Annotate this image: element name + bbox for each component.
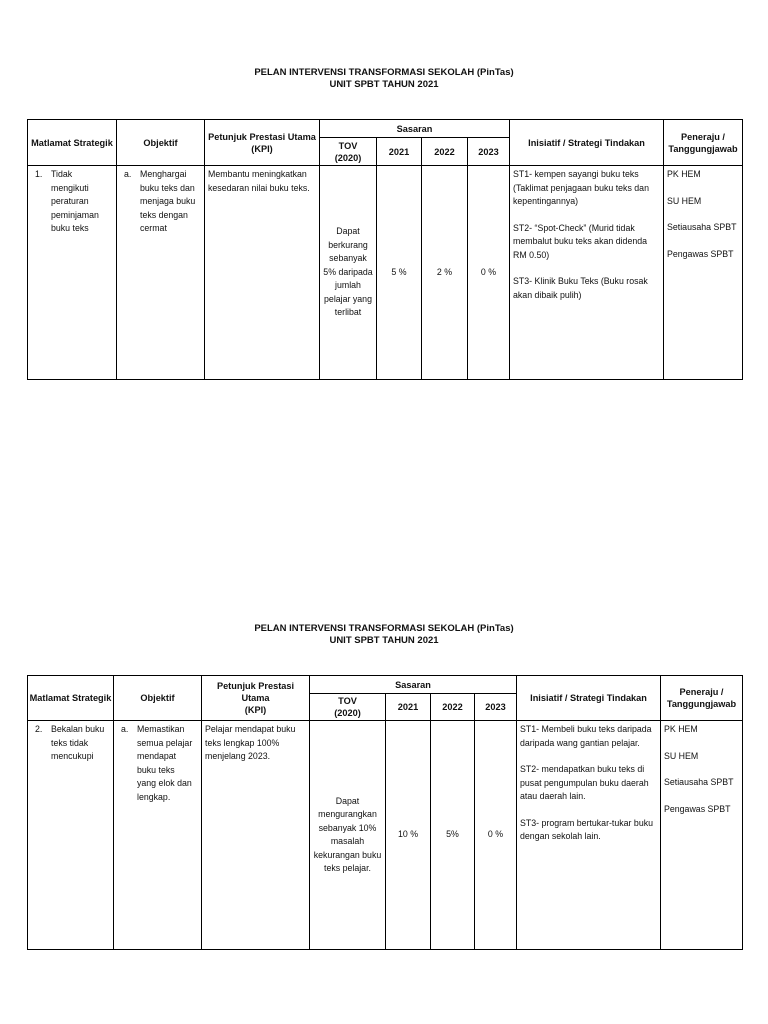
peneraju-setiausaha: Setiausaha SPBT [664, 777, 734, 787]
header-peneraju: Peneraju / Tanggungjawab [661, 676, 743, 721]
header-kpi [205, 120, 320, 166]
header-objektif: Objektif [117, 120, 205, 166]
strategy-cell [517, 721, 661, 950]
header-kpi-line2: (KPI) [251, 143, 273, 154]
header-sasaran: Sasaran [310, 676, 517, 694]
title-line-2: UNIT SPBT TAHUN 2021 [329, 635, 439, 646]
header-inisiatif: Inisiatif / Strategi Tindakan [517, 676, 661, 721]
target-2022: 5% [431, 721, 475, 950]
peneraju-su-hem: SU HEM [664, 750, 699, 761]
target-2021: 5 % [377, 166, 422, 380]
header-2022: 2022 [431, 694, 475, 721]
objektif-cell [114, 721, 202, 950]
tov-cell: Dapat berkurang sebanyak 5% daripada jumlah pelajar yang terlibat [320, 166, 377, 380]
title-line-1: PELAN INTERVENSI TRANSFORMASI SEKOLAH (PinTas) [254, 623, 514, 634]
tov-cell: Dapat mengurangkan sebanyak 10% masalah kekurangan buku teks pelajar. [310, 721, 386, 950]
header-2021: 2021 [377, 138, 422, 166]
peneraju-pk-hem: PK HEM [664, 724, 698, 734]
strategy-st3: ST3- program bertukar-tukar buku dengan sekolah lain. [520, 817, 653, 841]
peneraju-cell [661, 721, 743, 950]
matlamat-number: 1. [35, 169, 43, 179]
target-2021: 10 % [386, 721, 431, 950]
header-2023: 2023 [475, 694, 517, 721]
header-tov [320, 138, 377, 166]
header-kpi-line1: Petunjuk Prestasi Utama [208, 131, 316, 142]
header-kpi-line1: Petunjuk Prestasi Utama [216, 681, 295, 703]
target-2022: 2 % [422, 166, 468, 380]
header-sasaran: Sasaran [320, 120, 510, 138]
kpi-cell: Pelajar mendapat buku teks lengkap 100% menjelang 2023. [202, 721, 310, 950]
objektif-cell [117, 166, 205, 380]
title-line-2: UNIT SPBT TAHUN 2021 [329, 79, 439, 90]
objektif-text: Memastikan semua pelajar mendapat buku teks yang elok dan lengkap. [137, 724, 193, 802]
document-title [0, 67, 768, 91]
peneraju-su-hem: SU HEM [667, 195, 702, 206]
header-matlamat: Matlamat Strategik [28, 120, 117, 166]
header-inisiatif: Inisiatif / Strategi Tindakan [510, 120, 664, 166]
strategy-st1: ST1- kempen sayangi buku teks (Taklimat penjagaan buku teks dan kepentingannya) [513, 169, 649, 206]
header-2021: 2021 [386, 694, 431, 721]
plan-table [27, 119, 743, 380]
strategy-st2: ST2- “Spot-Check” (Murid tidak membalut buku teks akan didenda RM 0.50) [513, 222, 648, 260]
table-row [28, 721, 743, 950]
header-matlamat: Matlamat Strategik [28, 676, 114, 721]
matlamat-cell [28, 721, 114, 950]
plan-table [27, 675, 743, 950]
header-tov [310, 694, 386, 721]
header-peneraju: Peneraju / Tanggungjawab [664, 120, 743, 166]
target-2023: 0 % [475, 721, 517, 950]
objektif-letter: a. [121, 724, 129, 734]
strategy-st2: ST2- mendapatkan buku teks di pusat pengumpulan buku daerah atau daerah lain. [520, 764, 649, 801]
header-objektif: Objektif [114, 676, 202, 721]
matlamat-text: Bekalan buku teks tidak mencukupi [51, 724, 105, 761]
matlamat-text: Tidak mengikuti peraturan peminjaman buku teks [51, 169, 99, 233]
peneraju-pengawas: Pengawas SPBT [667, 248, 734, 259]
peneraju-pk-hem: PK HEM [667, 169, 701, 179]
header-tov-line2: (2020) [334, 152, 362, 163]
objektif-letter: a. [124, 169, 132, 179]
header-tov-line1: TOV [338, 140, 358, 151]
header-tov-line2: (2020) [334, 708, 361, 718]
peneraju-cell [664, 166, 743, 380]
header-kpi [202, 676, 310, 721]
title-line-1: PELAN INTERVENSI TRANSFORMASI SEKOLAH (PinTas) [254, 67, 514, 78]
header-tov-line1: TOV [338, 696, 357, 706]
header-kpi-line2: (KPI) [244, 705, 267, 715]
objektif-text: Menghargai buku teks dan menjaga buku teks dengan cermat [140, 169, 196, 233]
strategy-st3: ST3- Klinik Buku Teks (Buku rosak akan dibaik pulih) [513, 276, 648, 300]
kpi-cell: Membantu meningkatkan kesedaran nilai buku teks. [205, 166, 320, 380]
header-2022: 2022 [422, 138, 468, 166]
document-title [0, 623, 768, 647]
matlamat-number: 2. [35, 724, 43, 734]
matlamat-cell [28, 166, 117, 380]
table-row [28, 166, 743, 380]
strategy-cell [510, 166, 664, 380]
header-2023: 2023 [468, 138, 510, 166]
peneraju-pengawas: Pengawas SPBT [664, 803, 731, 814]
target-2023: 0 % [468, 166, 510, 380]
strategy-st1: ST1- Membeli buku teks daripada daripada wang gantian pelajar. [520, 724, 652, 748]
peneraju-setiausaha: Setiausaha SPBT [667, 222, 737, 232]
